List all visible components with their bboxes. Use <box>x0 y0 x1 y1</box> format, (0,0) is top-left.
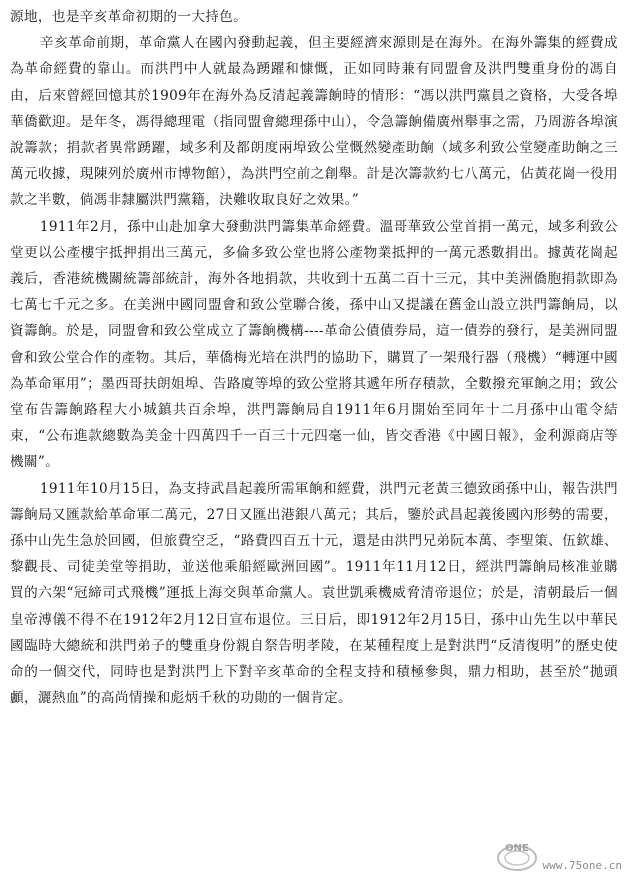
site-logo-icon <box>495 838 539 874</box>
watermark <box>495 838 622 874</box>
paragraph-1: 源地，也是辛亥革命初期的一大持色。 <box>10 9 248 25</box>
logo-text: ONE <box>504 843 529 854</box>
paragraph-4: 1911年10月15日，為支持武昌起義所需軍餉和經費，洪門元老黃三德致函孫中山，報告洪門籌餉局又匯款給革命軍二萬元，27日又匯出港銀八萬元；其后，鑒於武昌起義後國內形勢的需要，孫中山先生急於回國，但旅費空乏，“路費四百五十元，還是由洪門兄弟阮本萬、李聖策、伍欽雄、黎觀長、司徒美堂等捐助，並送他乘船經歐洲回國”。1911年11月12日，經洪門籌餉局核准並購買的六架“冠締司式飛機”運抵上海交與革命黨人。袁世凱乘機威脅清帝退位；於是，清朝最后一個皇帝溥儀不得不在1912年2月12日宣布退位。三日后，即1912年2月15日，孫中山先生以中華民國臨時大總統和洪門弟子的雙重身份親自祭告明孝陵，在某種程度上是對洪門“反清復明”的歷史使命的一個交代，同時也是對洪門上下對辛亥革命的全程支持和積極參與，鼎力相助，甚至於“拋頭顱，灑熱血”的高尚情操和彪炳千秋的功勛的一個肯定。 <box>10 480 618 707</box>
paragraph-3: 1911年2月，孫中山赴加拿大發動洪門籌集革命經費。溫哥華致公堂首捐一萬元，域多利致公堂更以公產樓宇抵押捐出三萬元，多倫多致公堂也將公產物業抵押的一萬元悉數捐出。據黃花崗起義后，香港統機關統籌部統計，海外各地捐款，共收到十五萬二百十三元，其中美洲僑胞捐款即為七萬七千元之多。在美洲中國同盟會和致公堂聯合後，孫中山又提議在舊金山設立洪門籌餉局，以資籌餉。於是，同盟會和致公堂成立了籌餉機構----革命公債債券局，這一債券的發行，是美洲同盟會和致公堂合作的產物。其后，華僑梅光培在洪門的協助下，購買了一架飛行器（飛機）“轉運中國為革命軍用”；墨西哥扶朗姐埠、告路廈等埠的致公堂將其遞年所存積款，全數撥充軍餉之用；致公堂布告籌餉路程大小城鎮共百余埠，洪門籌餉局自1911年6月開始至同年十二月孫中山電令結束，“公布進款總數為美金十四萬四千一百三十元四毫一仙，皆交香港《中國日報》，金利源商店等機關”。 <box>10 218 618 471</box>
paragraph-2: 辛亥革命前期，革命黨人在國內發動起義，但主要經濟來源則是在海外。在海外籌集的經費成為革命經費的靠山。而洪門中人就最為踴躍和慷慨，正如同時兼有同盟會及洪門雙重身份的馮自由，后來曾經回憶其於1909年在海外為反清起義籌餉時的情形：“馮以洪門黨員之資格，大受各埠華僑歡迎。是年冬，馮得總理電（指同盟會總理孫中山），令急籌餉備廣州舉事之需，乃周游各埠演說籌款；捐款者異常踴躍，域多利及都朗度兩埠致公堂慨然變產助餉（域多利致公堂變產助餉之三萬元收據，現陳列於廣州市博物館），為洪門空前之創舉。計是次籌款約七八萬元，佔黃花崗一役用款之半數，倘馮非隸屬洪門黨籍，決難收取良好之效果。” <box>10 35 618 209</box>
watermark-url: www.75one.cn <box>542 859 622 872</box>
